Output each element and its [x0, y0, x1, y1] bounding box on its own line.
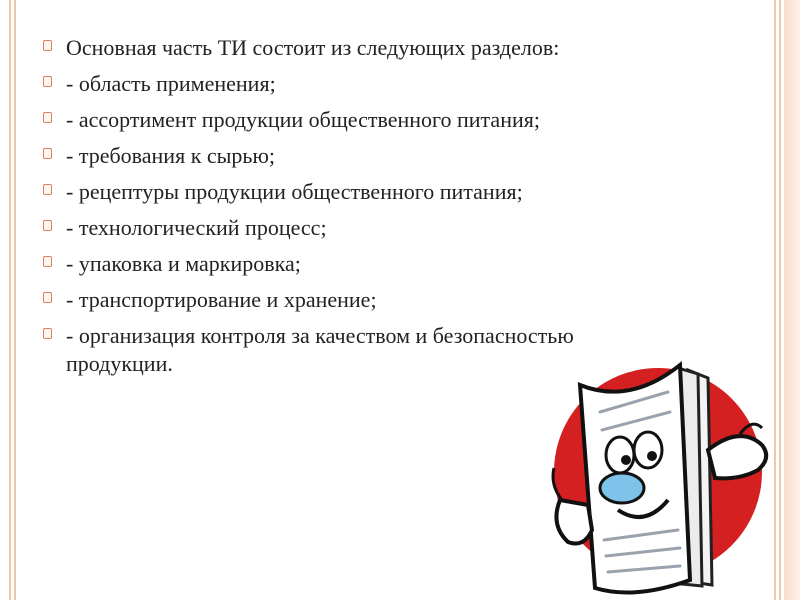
left-pupil: [621, 455, 631, 465]
bullet-item-transport: [40, 286, 630, 314]
bullet-text: - область применения;: [66, 71, 276, 96]
bullet-text: - рецептуры продукции общественного питания;: [66, 179, 523, 204]
bullet-text: - организация контроля за качеством и безопасностью продукции.: [66, 323, 574, 376]
right-frame-band: [784, 0, 800, 600]
square-bullet-icon: [43, 292, 52, 303]
bullet-text: - ассортимент продукции общественного питания;: [66, 107, 540, 132]
left-hand: [556, 500, 592, 544]
right-pupil: [647, 451, 657, 461]
square-bullet-icon: [43, 184, 52, 195]
bullet-item-recipes: [40, 178, 630, 206]
square-bullet-icon: [43, 328, 52, 339]
blue-nose: [600, 473, 644, 503]
left-frame-line-outer: [9, 0, 11, 600]
bullet-item-intro: [40, 34, 630, 62]
bullet-list: [40, 34, 630, 386]
bullet-item-packaging: [40, 250, 630, 278]
bullet-item-assortment: [40, 106, 630, 134]
bullet-item-process: [40, 214, 630, 242]
newspaper-cartoon-icon: [540, 350, 780, 595]
right-eye: [634, 432, 662, 468]
bullet-item-raw-materials: [40, 142, 630, 170]
bullet-text: - требования к сырью;: [66, 143, 276, 168]
bullet-text: - транспортирование и хранение;: [66, 287, 377, 312]
square-bullet-icon: [43, 40, 52, 51]
left-frame-line-inner: [14, 0, 16, 600]
square-bullet-icon: [43, 220, 52, 231]
waving-hand: [708, 436, 766, 478]
bullet-text: - технологический процесс;: [66, 215, 327, 240]
square-bullet-icon: [43, 76, 52, 87]
bullet-text: Основная часть ТИ состоит из следующих разделов:: [66, 35, 560, 60]
square-bullet-icon: [43, 112, 52, 123]
square-bullet-icon: [43, 256, 52, 267]
bullet-text: - упаковка и маркировка;: [66, 251, 301, 276]
square-bullet-icon: [43, 148, 52, 159]
left-eye: [606, 437, 634, 473]
bullet-item-scope: [40, 70, 630, 98]
